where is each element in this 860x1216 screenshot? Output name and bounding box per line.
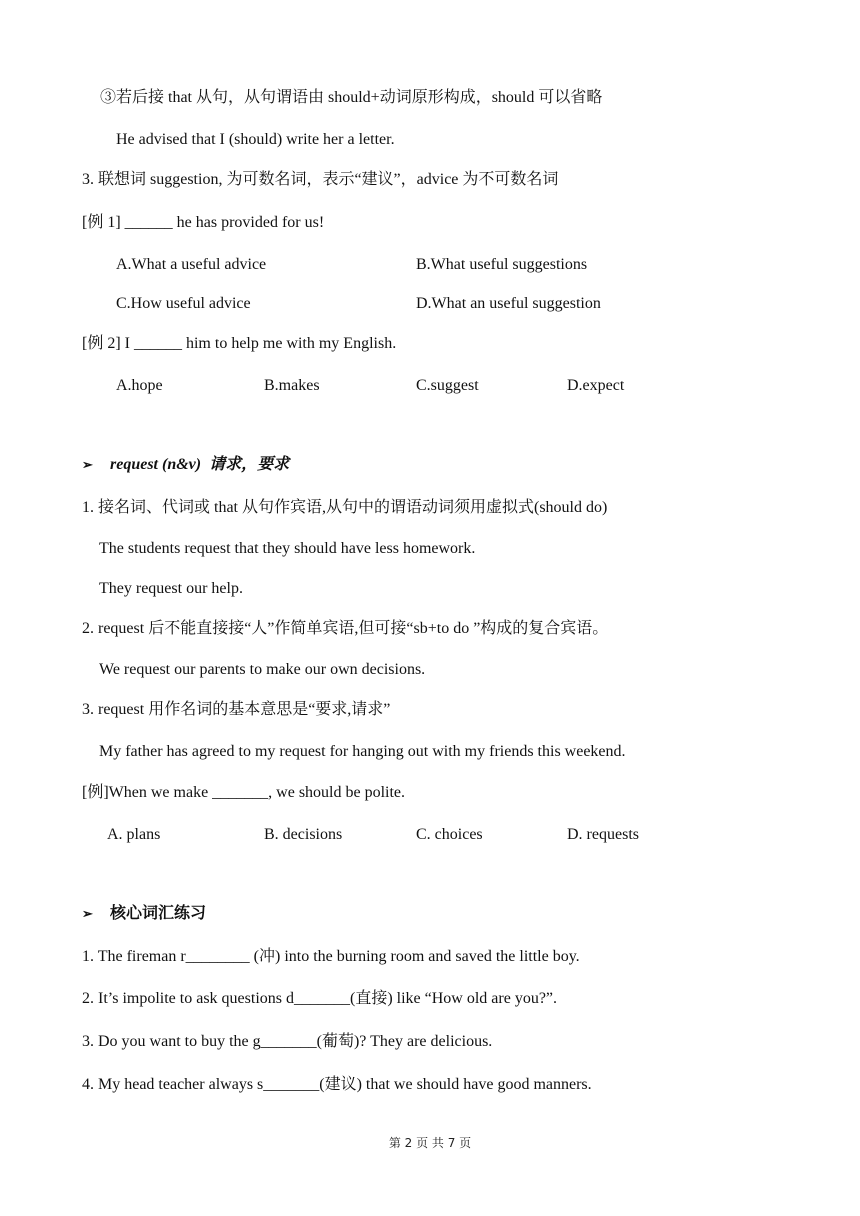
request-rule-2-example: We request our parents to make our own decisions. [99, 661, 426, 678]
request-example-question: [例]When we make _______, we should be polite. [82, 784, 406, 801]
example-1-option-c: C.How useful advice [116, 295, 251, 312]
request-example-option-b: B. decisions [264, 826, 343, 843]
page-number-footer: 第 2 页 共 7 页 [388, 1136, 472, 1150]
request-rule-1-example-1: The students request that they should have less homework. [99, 540, 476, 557]
practice-title: 核心词汇练习 [110, 905, 207, 922]
request-rule-1-example-2: They request our help. [99, 580, 243, 597]
example-2-option-d: D.expect [567, 377, 625, 394]
request-example-option-a: A. plans [107, 826, 161, 843]
request-meaning: 请求，要求 [209, 456, 290, 473]
request-rule-1: 1. 接名词、代词或 that 从句作宾语,从句中的谓语动词须用虚拟式(should do) [82, 499, 608, 516]
practice-item-4: 4. My head teacher always s_______(建议) that we should have good manners. [82, 1076, 592, 1093]
example-1-option-b: B.What useful suggestions [416, 256, 588, 273]
rule-3-should: ③若后接 that 从句，从句谓语由 should+动词原形构成，should 可以省略 [100, 89, 603, 106]
request-rule-3: 3. request 用作名词的基本意思是“要求,请求” [82, 701, 391, 718]
rule-associated-words: 3. 联想词 suggestion, 为可数名词，表示“建议”，advice 为不可数名词 [82, 171, 559, 188]
request-rule-3-example: My father has agreed to my request for hanging out with my friends this weekend. [99, 743, 626, 760]
arrow-bullet-icon: ➢ [82, 457, 93, 472]
rule-3-example: He advised that I (should) write her a letter. [116, 131, 395, 148]
practice-item-3: 3. Do you want to buy the g_______(葡萄)? They are delicious. [82, 1033, 493, 1050]
practice-item-2: 2. It’s impolite to ask questions d_______(直接) like “How old are you?”. [82, 990, 558, 1007]
practice-item-1: 1. The fireman r________ (冲) into the burning room and saved the little boy. [82, 948, 580, 965]
example-1-option-a: A.What a useful advice [116, 256, 267, 273]
example-2-option-a: A.hope [116, 377, 163, 394]
request-term: request (n&v) [110, 456, 202, 473]
example-2-question: [例 2] I ______ him to help me with my English. [82, 335, 397, 352]
example-1-question: [例 1] ______ he has provided for us! [82, 214, 325, 231]
example-2-option-b: B.makes [264, 377, 320, 394]
request-example-option-d: D. requests [567, 826, 639, 843]
practice-heading [82, 904, 206, 924]
example-2-option-c: C.suggest [416, 377, 479, 394]
request-example-option-c: C. choices [416, 826, 483, 843]
request-heading [82, 455, 289, 475]
example-1-option-d: D.What an useful suggestion [416, 295, 601, 312]
request-rule-2: 2. request 后不能直接接“人”作简单宾语,但可接“sb+to do ”构成的复合宾语。 [82, 620, 609, 637]
arrow-bullet-icon: ➢ [82, 906, 93, 921]
